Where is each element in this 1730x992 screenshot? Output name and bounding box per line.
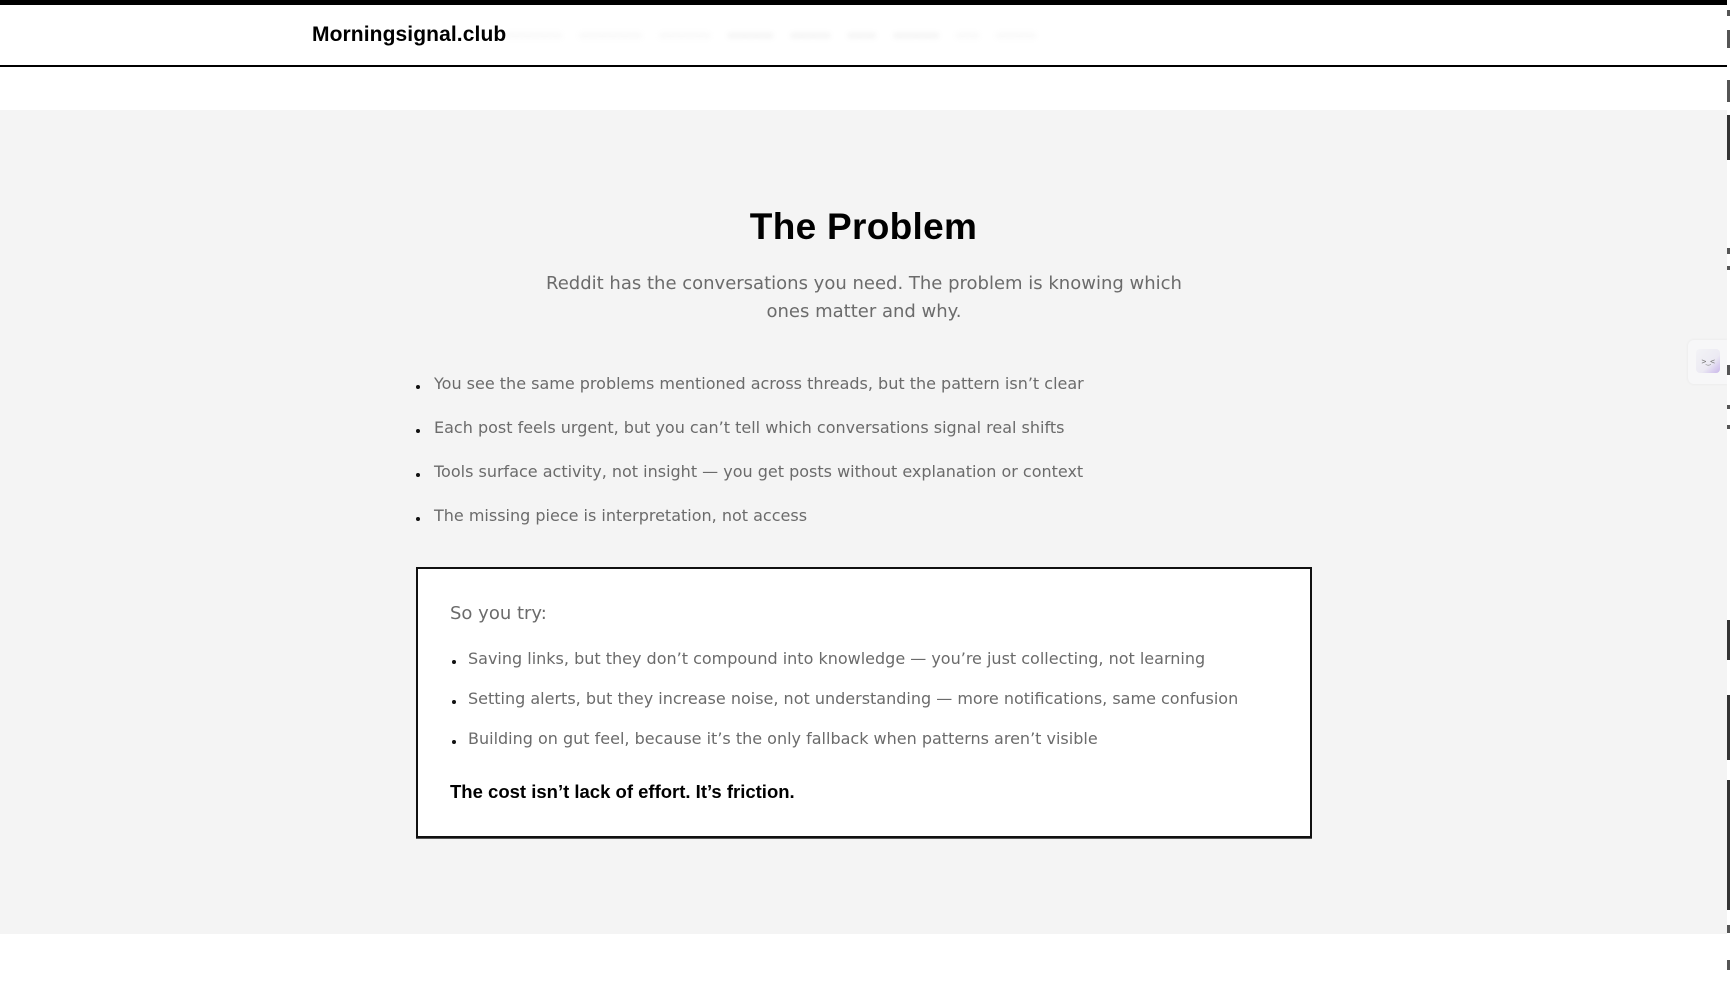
section-subtitle: Reddit has the conversations you need. The problem is knowing which ones matter and why. [546, 273, 1182, 322]
bullet-icon [416, 517, 420, 521]
list-item-text: Building on gut feel, because it’s the only fallback when patterns aren’t visible [468, 729, 1098, 748]
list-item [414, 460, 1314, 504]
list-item-text: Tools surface activity, not insight — you get posts without explanation or context [434, 462, 1084, 481]
list-item [450, 688, 1290, 728]
try-list [450, 648, 1290, 768]
logo[interactable]: Morningsignal.club [312, 23, 507, 46]
bullet-icon [452, 740, 456, 744]
problem-list [414, 372, 1314, 548]
bullet-icon [452, 700, 456, 704]
list-item-text: Saving links, but they don’t compound into knowledge — you’re just collecting, not learning [468, 649, 1206, 668]
marquee-word: ···· [956, 27, 979, 45]
list-item-text: Each post feels urgent, but you can’t tell which conversations signal real shifts [434, 418, 1065, 437]
bullet-icon [416, 473, 420, 477]
try-conclusion: The cost isn’t lack of effort. It’s friction. [450, 781, 795, 802]
list-item-text: Setting alerts, but they increase noise, not understanding — more notifications, same confusion [468, 689, 1239, 708]
marquee-word: ····· [847, 27, 877, 45]
marquee-word: ········ [893, 27, 939, 45]
bullet-icon [416, 385, 420, 389]
list-item [414, 504, 1314, 548]
bullet-icon [452, 660, 456, 664]
so-you-try-box [416, 567, 1312, 838]
marquee-word: ······· [996, 27, 1037, 45]
bullet-icon [416, 429, 420, 433]
try-intro: So you try: [450, 603, 547, 624]
face-icon[interactable]: >‿< [1696, 349, 1720, 373]
list-item-text: The missing piece is interpretation, not access [434, 506, 808, 525]
marquee-word: ·········· [505, 27, 562, 45]
list-item [414, 416, 1314, 460]
marquee-word: ········· [659, 27, 711, 45]
problem-section [0, 110, 1727, 934]
header-divider [0, 65, 1727, 67]
list-item-text: You see the same problems mentioned across threads, but the pattern isn’t clear [434, 374, 1084, 393]
list-item [414, 372, 1314, 416]
header-marquee [505, 27, 1235, 47]
marquee-word: ······· [790, 27, 831, 45]
site-header [0, 5, 1727, 65]
floating-assistant-widget[interactable] [1688, 340, 1728, 384]
list-item [450, 728, 1290, 768]
marquee-word: ········ [727, 27, 774, 45]
list-item [450, 648, 1290, 688]
marquee-word: ··········· [579, 27, 642, 45]
section-title: The Problem [749, 206, 978, 247]
